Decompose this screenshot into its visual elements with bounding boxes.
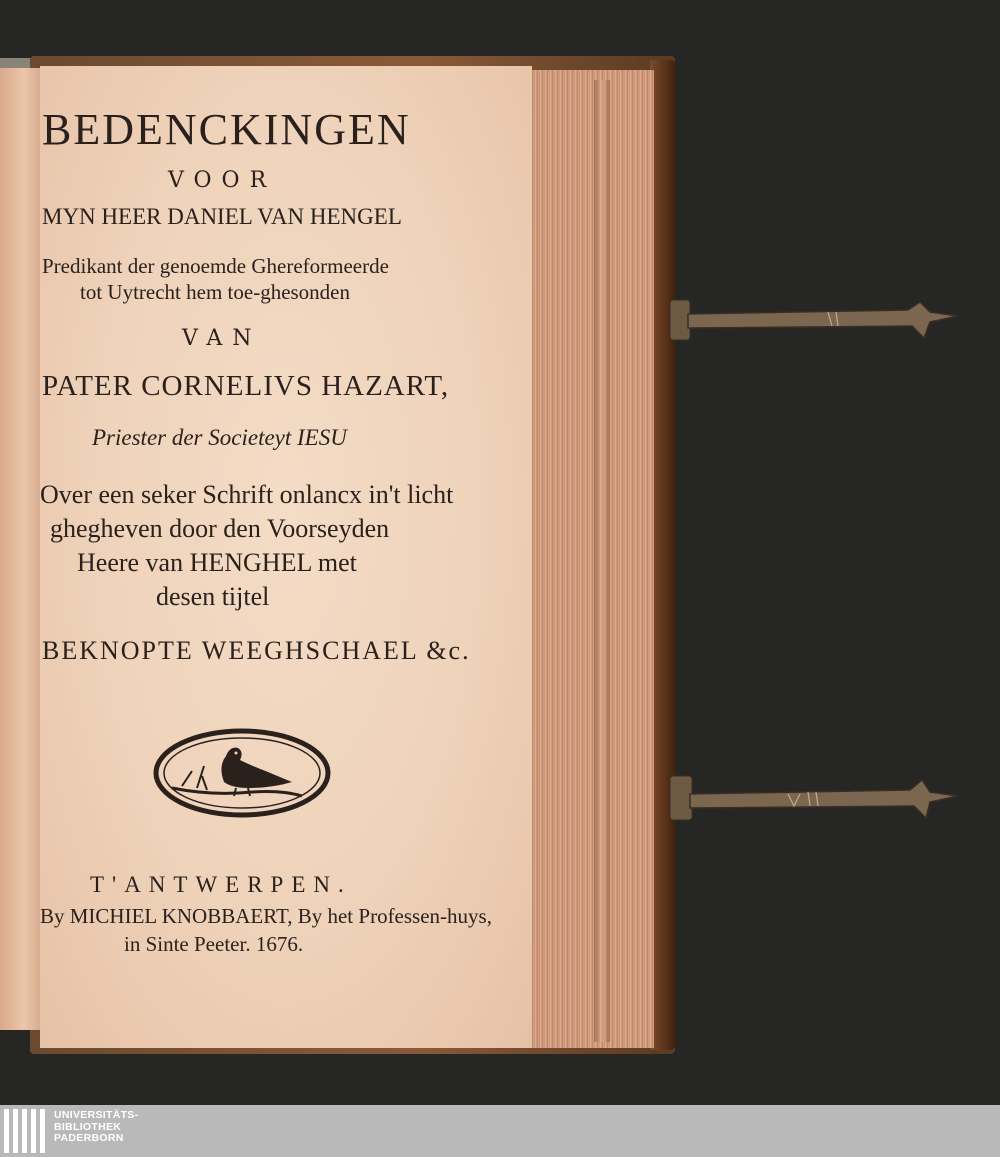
title-line-13: BEKNOPTE WEEGHSCHAEL &c. — [42, 636, 471, 665]
upper-clasp — [668, 308, 960, 342]
bird-on-branch-emblem — [152, 726, 332, 820]
imprint-city: T'ANTWERPEN. — [90, 872, 352, 897]
footer-bar — [0, 1105, 1000, 1157]
imprint-place-date: in Sinte Peeter. 1676. — [124, 932, 304, 956]
title-line-8: Priester der Societeyt IESU — [92, 425, 347, 450]
left-page-edge — [0, 68, 42, 1030]
library-name — [54, 1110, 138, 1145]
title-line-1: BEDENCKINGEN — [42, 105, 411, 154]
lower-clasp — [668, 788, 960, 822]
title-line-9: Over een seker Schrift onlancx in't licht — [40, 480, 454, 509]
imprint-printer: By MICHIEL KNOBBAERT, By het Professen-huys, — [40, 904, 492, 928]
title-line-10: ghegheven door den Voorseyden — [50, 514, 390, 543]
title-line-2: VOOR — [168, 168, 277, 193]
title-line-3: MYN HEER DANIEL VAN HENGEL — [42, 204, 402, 229]
title-line-4: Predikant der genoemde Ghereformeerde — [42, 254, 389, 278]
page-block-edge — [524, 70, 654, 1048]
title-line-6: VAN — [182, 326, 262, 351]
title-line-5: tot Uytrecht hem toe-ghesonden — [80, 280, 351, 304]
title-line-12: desen tijtel — [156, 582, 270, 611]
title-line-7: PATER CORNELIVS HAZART, — [42, 370, 450, 402]
title-line-11: Heere van HENGHEL met — [77, 548, 357, 577]
library-name-line-2: BIBLIOTHEK — [54, 1120, 122, 1133]
library-bars-logo — [4, 1109, 46, 1153]
library-name-line-3: PADERBORN — [54, 1132, 124, 1144]
library-name-line-1: UNIVERSITÄTS- — [54, 1109, 139, 1121]
